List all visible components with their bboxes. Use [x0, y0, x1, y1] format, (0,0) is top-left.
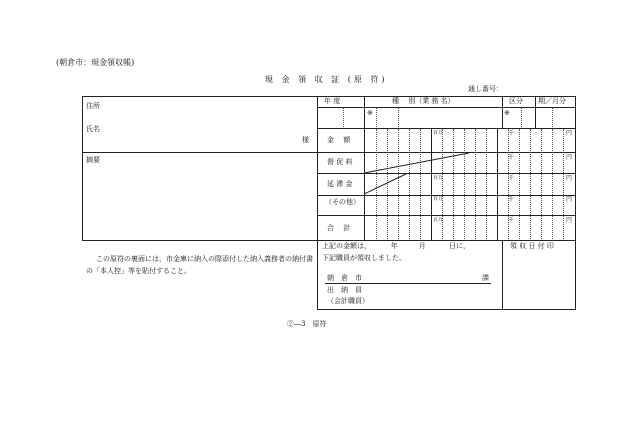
row-total-yen: 円	[566, 217, 573, 224]
address-label: 住所	[86, 102, 100, 110]
mark-category: ※	[367, 109, 373, 117]
receipt-line1: 上記の金額は， 年 月 日に，	[322, 242, 470, 250]
row-latefee-million: 百万	[433, 175, 444, 181]
name-label: 氏名	[86, 125, 100, 133]
row-amount-thousand: 千	[508, 130, 515, 137]
row-latefee-yen: 円	[566, 175, 573, 182]
ledger-note: (朝倉市：現金領収帳)	[56, 58, 135, 67]
serial-label: 通し番号：	[468, 85, 503, 93]
row-other-label: （その他）	[325, 198, 360, 206]
stamp-label: 領 収 日 付 印	[510, 242, 554, 250]
row-amount-yen: 円	[566, 130, 573, 137]
header-year: 年 度	[324, 97, 341, 105]
receipt-city: 朝 倉 市	[327, 274, 362, 282]
honorific-label: 様	[302, 136, 309, 144]
row-dunning-yen: 円	[566, 154, 573, 161]
header-category: 種 別（業 務 名）	[392, 97, 455, 105]
row-dunning-thousand: 千	[508, 154, 515, 161]
receipt-officer-note: （会計職員）	[327, 297, 369, 305]
form-title: 現 金 領 収 証 (原 符)	[265, 75, 388, 84]
row-other-yen: 円	[566, 196, 573, 203]
row-dunning-label: 督 促 料	[327, 158, 353, 166]
row-other-thousand: 千	[508, 196, 515, 203]
instruction-text: この原符の裏面には，市金庫に納入の際添付した納入義務者の納付書の「本人控」等を貼付すること。	[86, 255, 313, 275]
receipt-section: 課	[482, 274, 489, 282]
row-amount-million: 百万	[433, 130, 444, 136]
diagonal-strikes	[364, 152, 474, 196]
row-latefee-thousand: 千	[508, 175, 515, 182]
row-other-million: 百万	[433, 196, 444, 202]
receipt-line2: 下記職員が領収しました。	[322, 254, 406, 262]
header-division: 区分	[509, 97, 523, 105]
header-period: 期／月分	[538, 97, 566, 105]
mark-division: ※	[504, 109, 510, 117]
summary-label: 摘要	[86, 156, 100, 164]
footer-label: ②―3 原符	[287, 320, 327, 328]
row-total-million: 百万	[433, 217, 444, 223]
row-latefee-label: 延 滞 金	[327, 180, 353, 188]
row-total-thousand: 千	[508, 217, 515, 224]
receipt-officer: 出 納 員	[327, 286, 362, 294]
row-amount-label: 金 額	[327, 136, 351, 144]
row-total-label: 合 計	[327, 224, 351, 232]
